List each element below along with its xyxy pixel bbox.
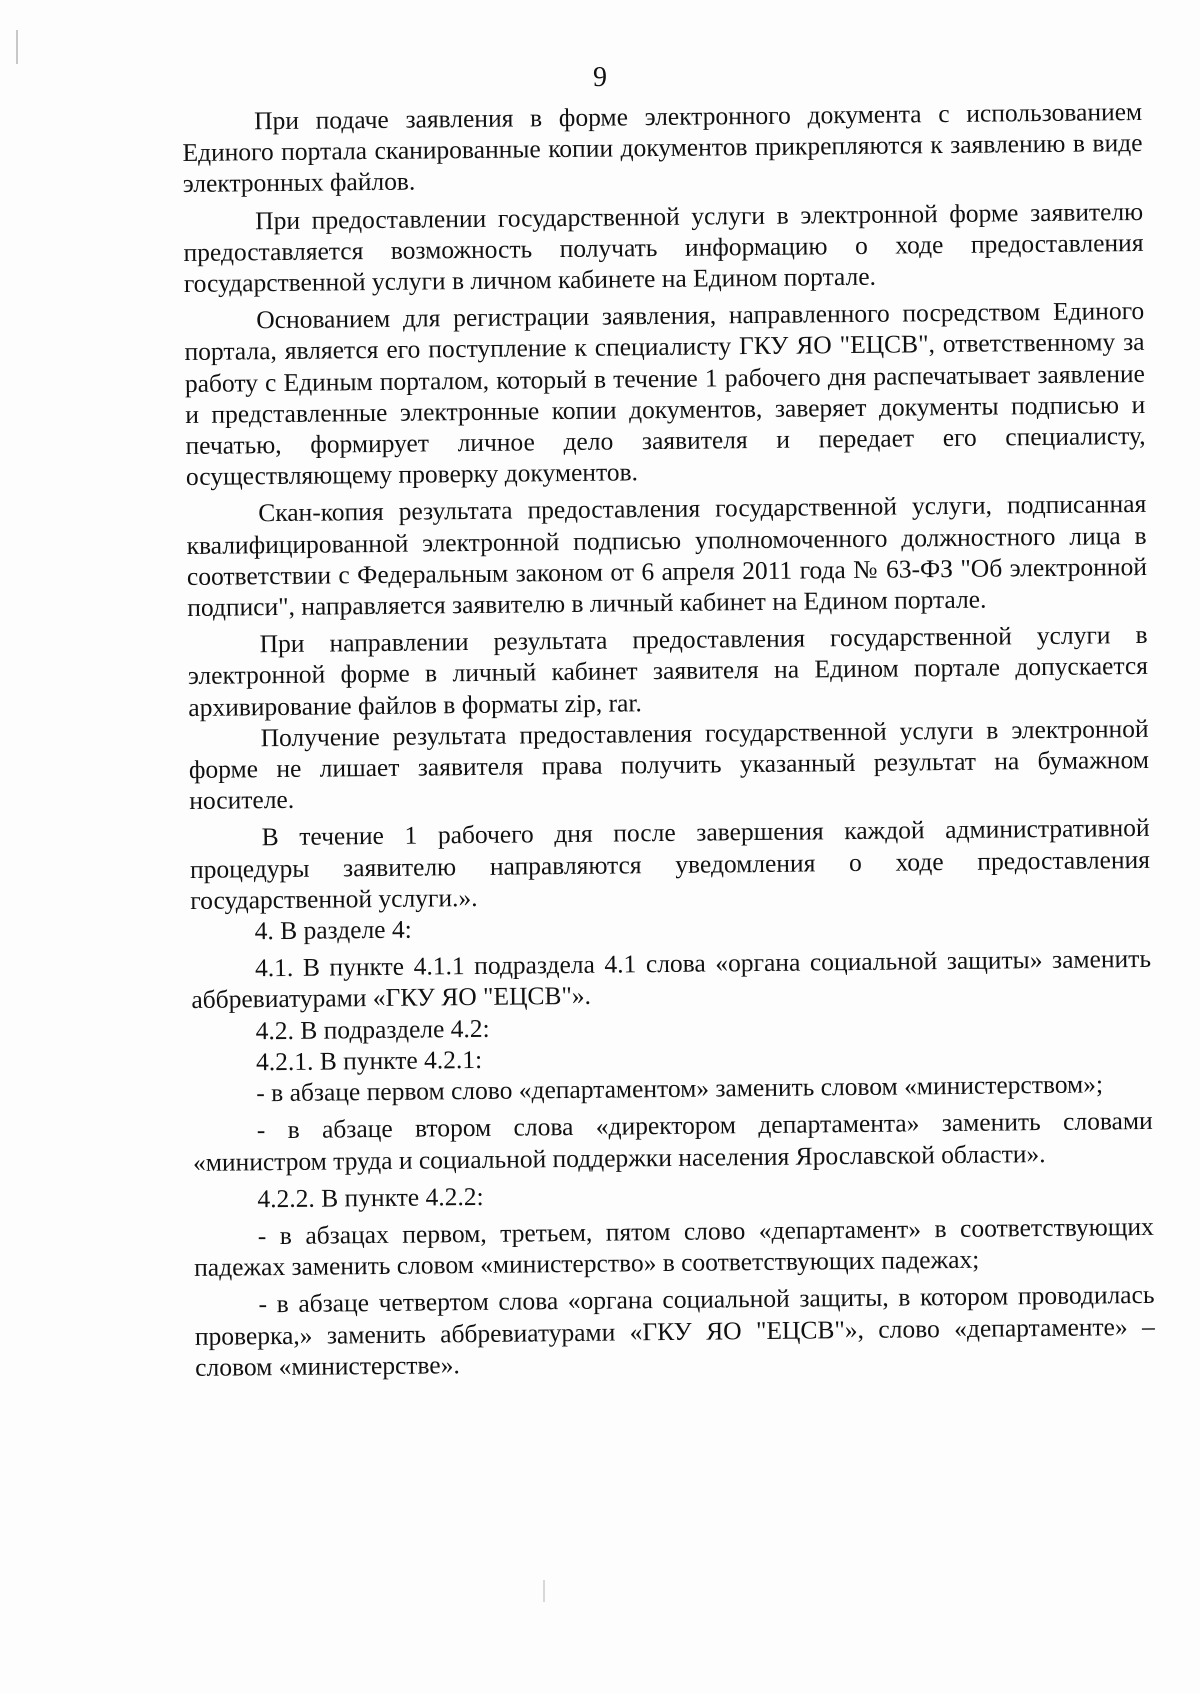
dash-item-paragraphs-1-3-5: - в абзацах первом, третьем, пятом слово «департамент» в соответствующих падежах заменить словом «министерство» в соответствующих падежах; [194, 1211, 1154, 1283]
dash-item-first-paragraph: - в абзаце первом слово «департаментом» заменить словом «министерством»; [256, 1069, 1104, 1108]
paragraph-scan-copy-result: Скан-копия результата предоставления государственной услуги, подписанная квалифицированной электронной подписью уполномоченного должностного лица в соответствии с Федеральным законом от 6 апреля 2011 года № 63-ФЗ "Об электронной подписи", направляется заявителю в личный кабинет на Едином портале. [186, 489, 1148, 623]
item-4-2-1: 4.2.1. В пункте 4.2.1: [255, 1044, 483, 1077]
item-4-1: 4.1. В пункте 4.1.1 подраздела 4.1 слова «органа социальной защиты» заменить аббревиатурами «ГКУ ЯО "ЕЦСВ"». [191, 944, 1152, 1015]
dash-item-fourth-paragraph: - в абзаце четвертом слова «органа социальной защиты, в котором проводилась проверка,» заменить аббревиатурами «ГКУ ЯО "ЕЦСВ"», слово «департаменте» – словом «министерстве». [194, 1280, 1155, 1382]
paragraph-status-information: При предоставлении государственной услуги в электронной форме заявителю предоставляется возможность получать информацию о ходе предоставления государственной услуги в личном кабинете на Едином портале. [183, 196, 1144, 299]
paragraph-notifications: В течение 1 рабочего дня после завершения каждой административной процедуры заявителю направляются уведомления о ходе предоставления государственной услуги.». [189, 813, 1151, 915]
paragraph-registration-basis: Основанием для регистрации заявления, направленного посредством Единого портала, является его поступление к специалисту ГКУ ЯО "ЕЦСВ", ответственному за работу с Единым порталом, который в течение 1 рабочего дня распечатывает заявление и представленные электронные копии документов, заверяет документы подписью и печатью, формирует личное дело заявителя и передает его специалисту, осуществляющему проверку документов. [184, 296, 1146, 492]
item-4-2: 4.2. В подразделе 4.2: [255, 1013, 490, 1045]
item-4-2-2: 4.2.2. В пункте 4.2.2: [257, 1181, 484, 1213]
scan-artifact [16, 30, 18, 64]
item-section-4: 4. В разделе 4: [254, 914, 412, 946]
paragraph-paper-result: Получение результата предоставления государственной услуги в электронной форме не лишает заявителя права получить указанный результат на бумажном носителе. [188, 713, 1150, 816]
page-number: 9 [593, 62, 607, 93]
dash-item-second-paragraph: - в абзаце втором слова «директором департамента» заменить словами «министром труда и социальной поддержки населения Ярославской области». [192, 1106, 1153, 1177]
scan-artifact [543, 1580, 545, 1602]
paragraph-archive-formats: При направлении результата предоставления государственной услуги в электронной форме в личный кабинет заявителя на Едином портале допускается архивирование файлов в форматы zip, rar. [187, 620, 1149, 722]
paragraph-electronic-submission: При подаче заявления в форме электронного документа с использованием Единого портала сканированные копии документов прикрепляются к заявлению в виде электронных файлов. [182, 96, 1143, 199]
document-body [182, 96, 1155, 1383]
